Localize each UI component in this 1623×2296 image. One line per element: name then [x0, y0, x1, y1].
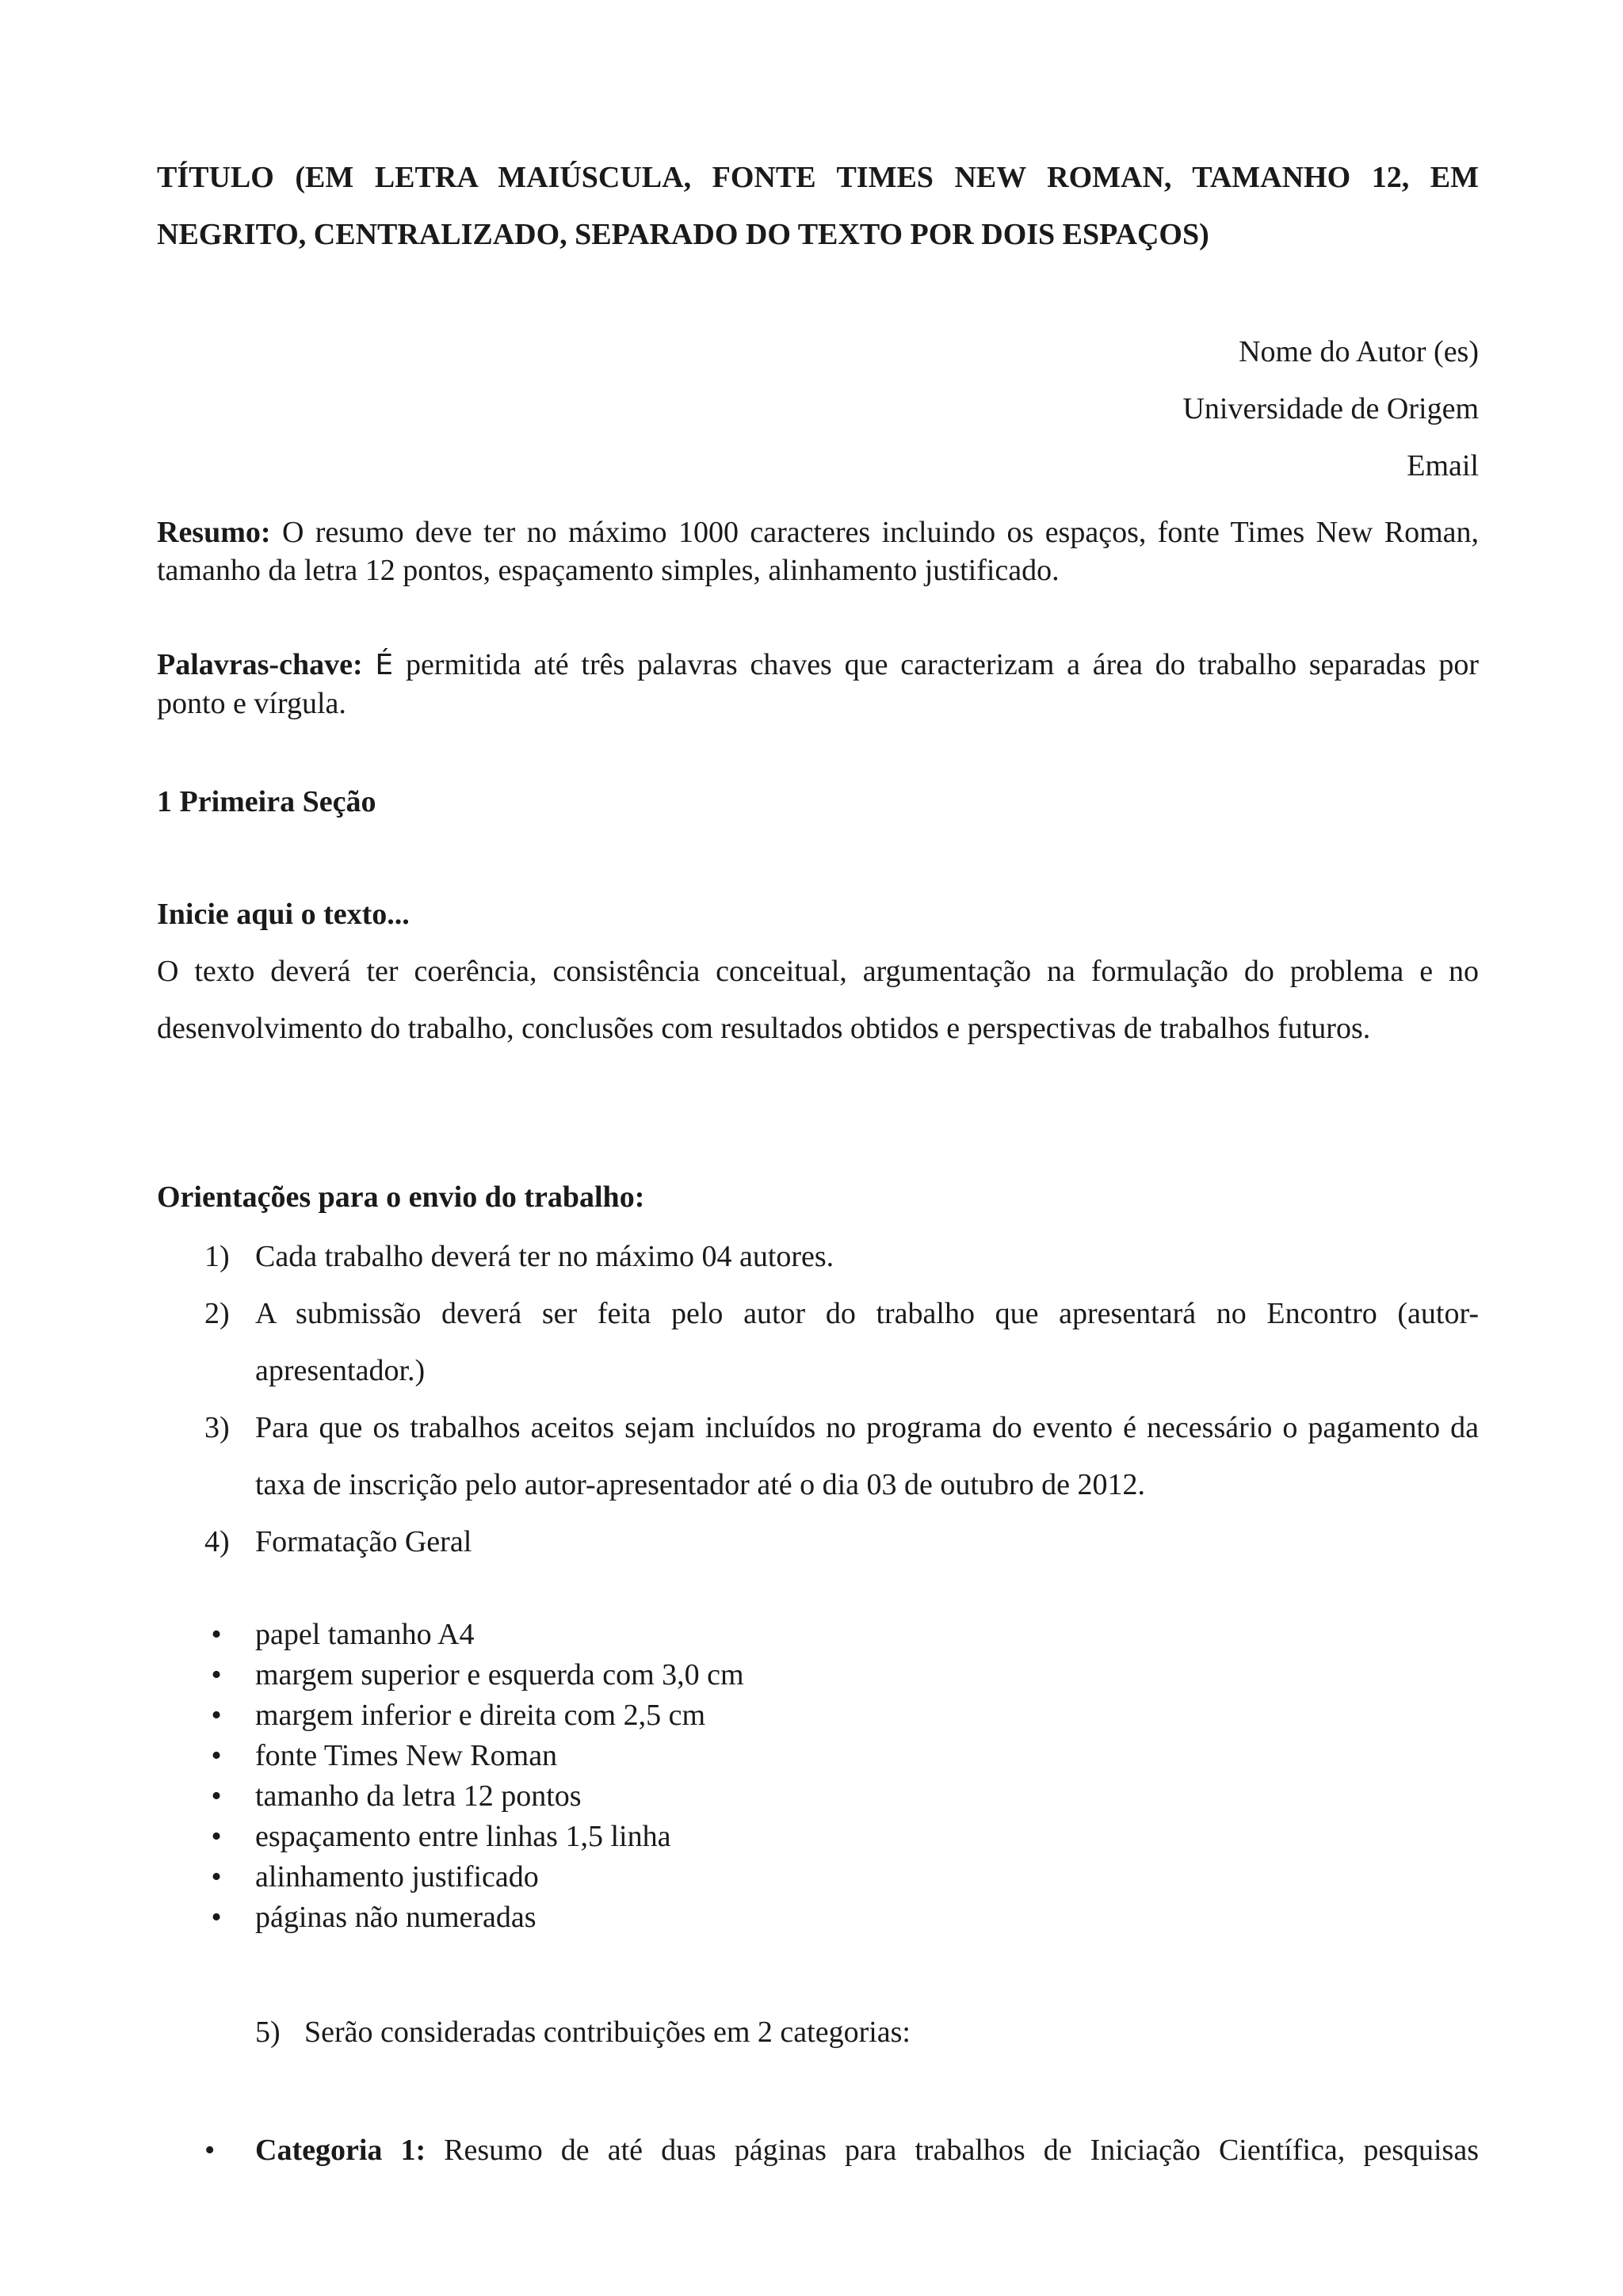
bullet-item	[157, 1655, 1479, 1695]
list-item-number: 3)	[204, 1411, 230, 1444]
category-bullet: •	[204, 2134, 216, 2167]
bullet-text: margem inferior e direita com 2,5 cm	[255, 1699, 706, 1732]
list-item-number: 1)	[204, 1240, 230, 1273]
author-block	[951, 323, 1479, 494]
author-name: Nome do Autor (es)	[1239, 335, 1479, 368]
bullet-text: alinhamento justificado	[255, 1860, 539, 1894]
author-university: Universidade de Origem	[1182, 392, 1479, 425]
bullet-item	[157, 1857, 1479, 1897]
section-paragraph: O texto deverá ter coerência, consistência conceitual, argumentação na formulação do problema e no desenvolvimento do trabalho, conclusões com resultados obtidos e perspectivas de trabalhos futuros.	[157, 955, 1479, 1045]
keywords-first-char: É	[375, 649, 394, 681]
bullet-item	[157, 1615, 1479, 1655]
bullet-text: fonte Times New Roman	[255, 1739, 558, 1772]
bullet-text: páginas não numeradas	[255, 1901, 537, 1934]
keywords-paragraph	[157, 646, 1479, 723]
bullet-text: margem superior e esquerda com 3,0 cm	[255, 1658, 744, 1691]
keywords-label: Palavras-chave:	[157, 648, 363, 681]
list-item-number: 5)	[255, 2016, 281, 2049]
bullet-dot: •	[211, 1779, 222, 1813]
abstract-label: Resumo:	[157, 516, 271, 549]
bullet-item	[157, 1817, 1479, 1857]
category-1-label: Categoria 1:	[255, 2134, 426, 2167]
list-item-text: A submissão deverá ser feita pelo autor do trabalho que apresentará no Encontro (autor-apresentador.)	[255, 1297, 1479, 1387]
category-1-text-wrap	[255, 2131, 1479, 2169]
bullet-text: espaçamento entre linhas 1,5 linha	[255, 1820, 671, 1853]
abstract-text: O resumo deve ter no máximo 1000 caracteres incluindo os espaços, fonte Times New Roman, tamanho da letra 12 pontos, espaçamento simples, alinhamento justificado.	[157, 516, 1479, 587]
abstract-paragraph	[157, 513, 1479, 589]
bullet-text: papel tamanho A4	[255, 1618, 475, 1651]
bullet-item	[157, 1695, 1479, 1736]
bullet-dot: •	[211, 1820, 222, 1853]
list-item-text: Serão consideradas contribuições em 2 categorias:	[304, 2016, 911, 2049]
list-item-text: Cada trabalho deverá ter no máximo 04 autores.	[255, 1240, 834, 1273]
list-item-number: 2)	[204, 1297, 230, 1330]
list-item-number: 4)	[204, 1525, 230, 1558]
bullet-item	[157, 1736, 1479, 1776]
document-title: TÍTULO (EM LETRA MAIÚSCULA, FONTE TIMES NEW ROMAN, TAMANHO 12, EM NEGRITO, CENTRALIZADO, SEPARADO DO TEXTO POR DOIS ESPAÇOS)	[157, 161, 1479, 251]
guidelines-heading: Orientações para o envio do trabalho:	[157, 1180, 645, 1214]
section-subheading: Inicie aqui o texto...	[157, 898, 410, 931]
list-item-text: Formatação Geral	[255, 1525, 472, 1558]
category-1-text: Resumo de até duas páginas para trabalhos de Iniciação Científica, pesquisas	[426, 2134, 1479, 2167]
formatting-bullet-list	[157, 1615, 1479, 1938]
list-item-5	[255, 2013, 911, 2051]
bullet-dot: •	[211, 1658, 222, 1691]
bullet-text: tamanho da letra 12 pontos	[255, 1779, 582, 1813]
bullet-dot: •	[211, 1618, 222, 1651]
bullet-dot: •	[211, 1860, 222, 1894]
bullet-dot: •	[211, 1739, 222, 1772]
bullet-item	[157, 1897, 1479, 1938]
author-email: Email	[1407, 449, 1479, 482]
bullet-dot: •	[211, 1699, 222, 1732]
keywords-text: permitida até três palavras chaves que caracterizam a área do trabalho separadas por ponto e vírgula.	[157, 648, 1480, 720]
section-heading: 1 Primeira Seção	[157, 785, 376, 818]
list-item-text: Para que os trabalhos aceitos sejam incluídos no programa do evento é necessário o pagamento da taxa de inscrição pelo autor-apresentador até o dia 03 de outubro de 2012.	[255, 1411, 1479, 1501]
bullet-dot: •	[211, 1901, 222, 1934]
bullet-item	[157, 1776, 1479, 1817]
